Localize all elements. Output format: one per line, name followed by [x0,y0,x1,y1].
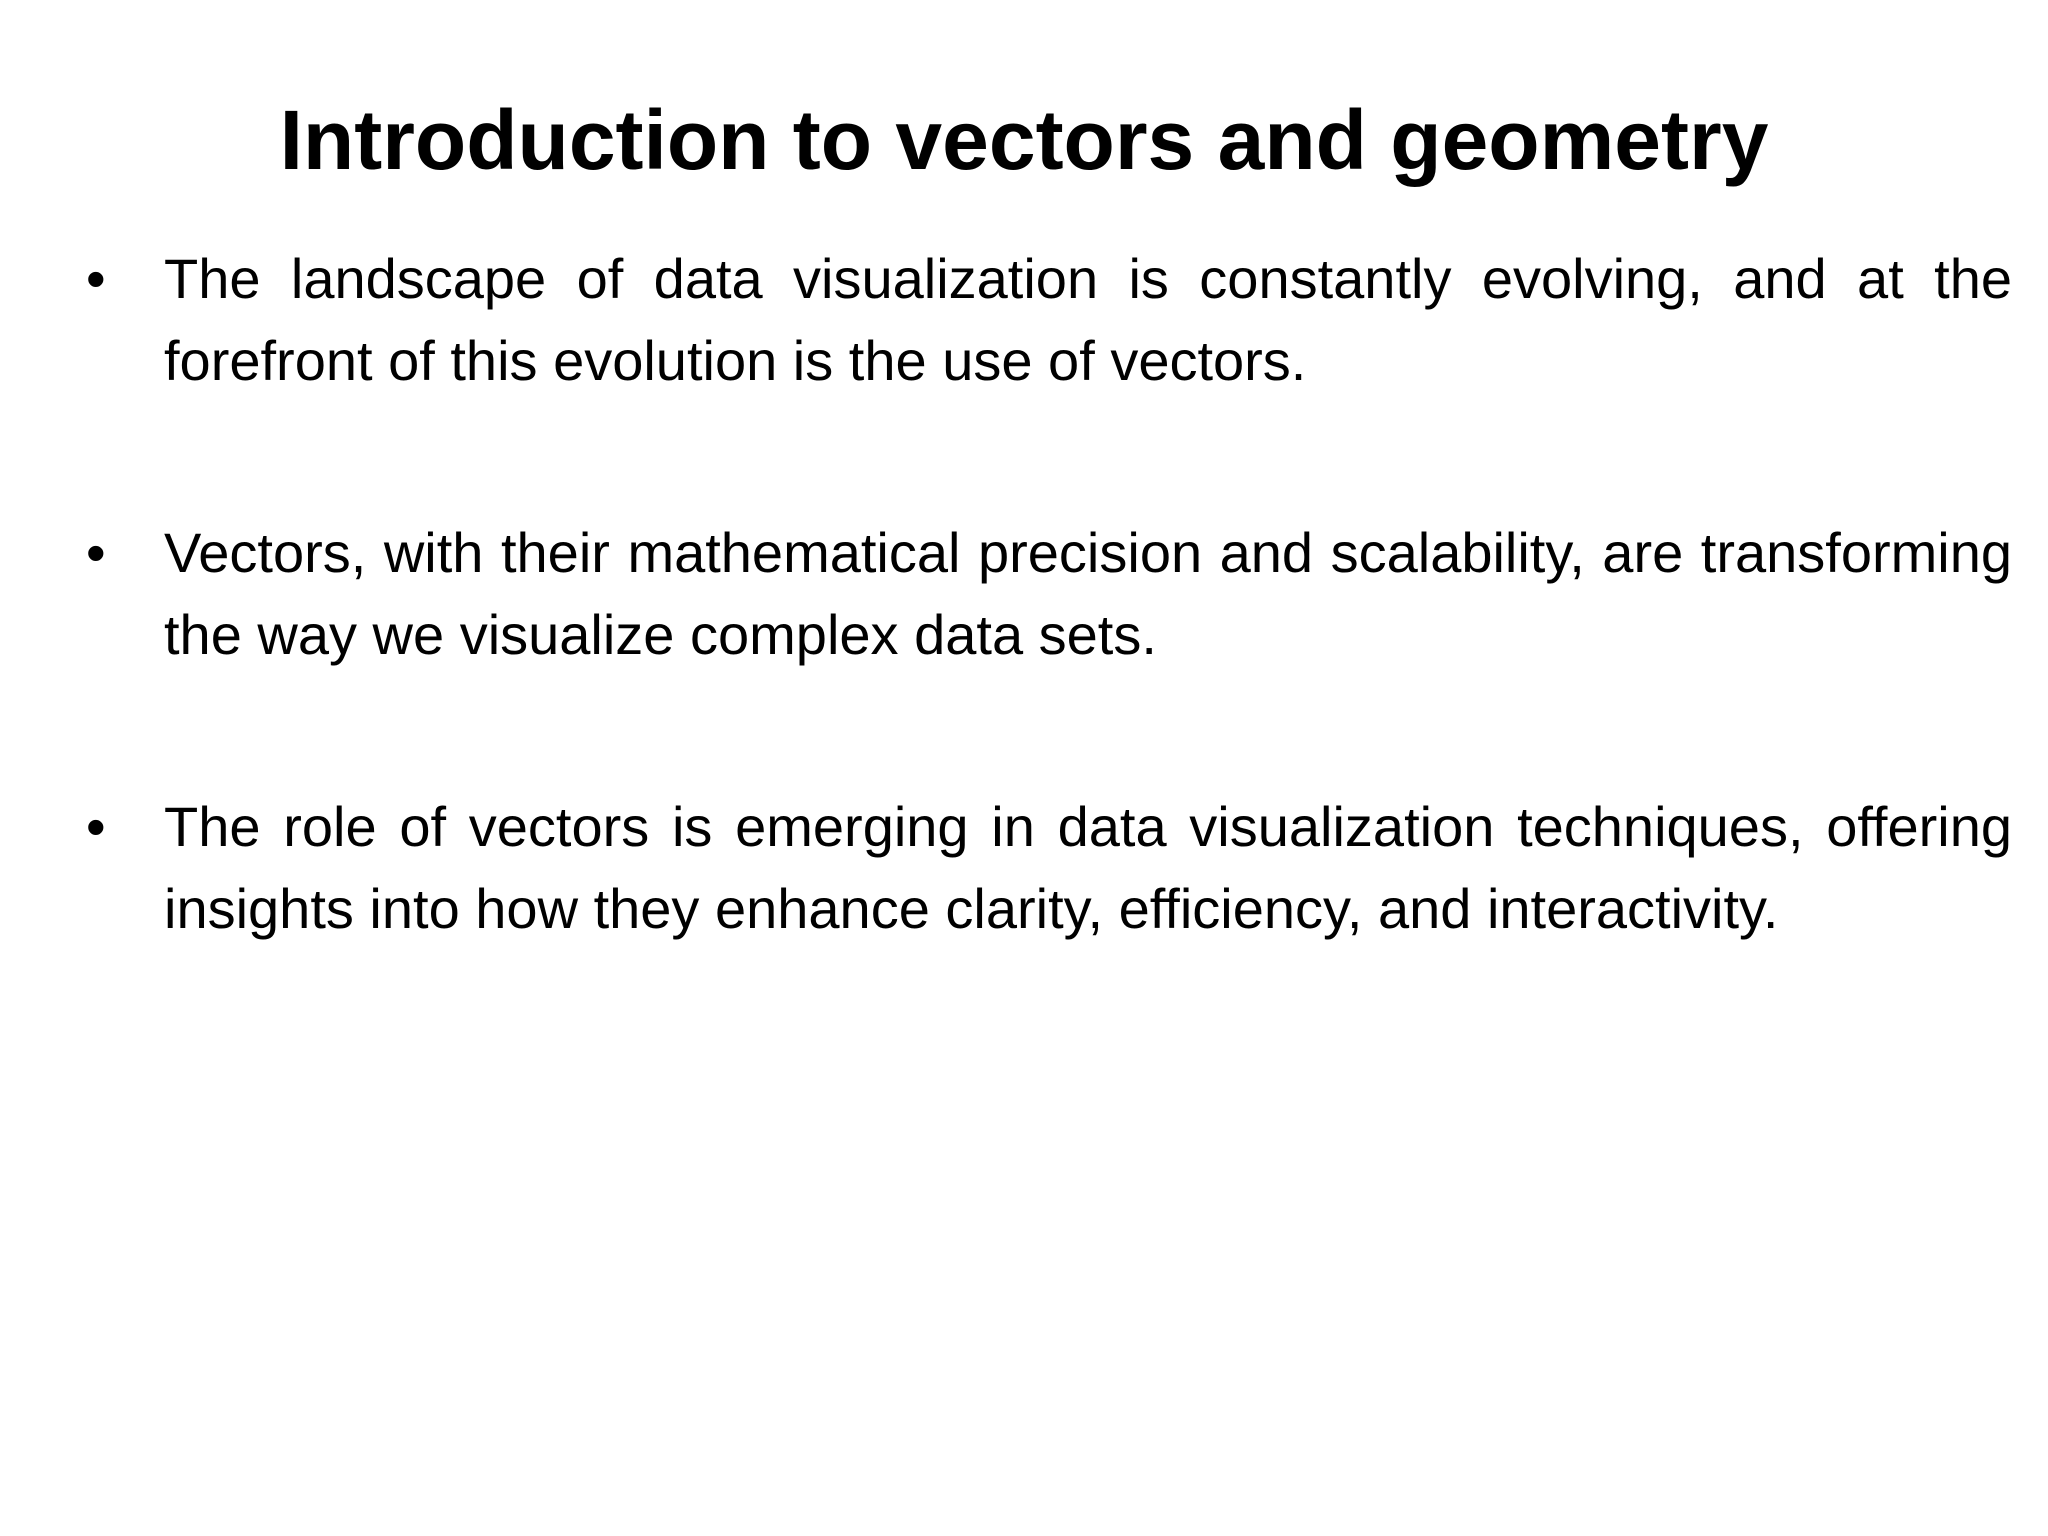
bullet-text: Vectors, with their mathematical precision and scalability, are transforming the way we visualize complex data sets. [164,521,2012,666]
bullet-item [80,238,2012,402]
bullet-marker: • [86,795,106,858]
slide-title: Introduction to vectors and geometry [279,93,1769,187]
bullet-marker: • [86,521,106,584]
bullet-item [80,512,2012,676]
bullet-text: The landscape of data visualization is constantly evolving, and at the forefront of this evolution is the use of vectors. [164,247,2012,392]
bullet-item [80,786,2012,950]
bullet-marker: • [86,247,106,310]
bullet-text: The role of vectors is emerging in data visualization techniques, offering insights into how they enhance clarity, efficiency, and interactivity. [164,795,2012,940]
bullet-list [80,238,2012,1060]
